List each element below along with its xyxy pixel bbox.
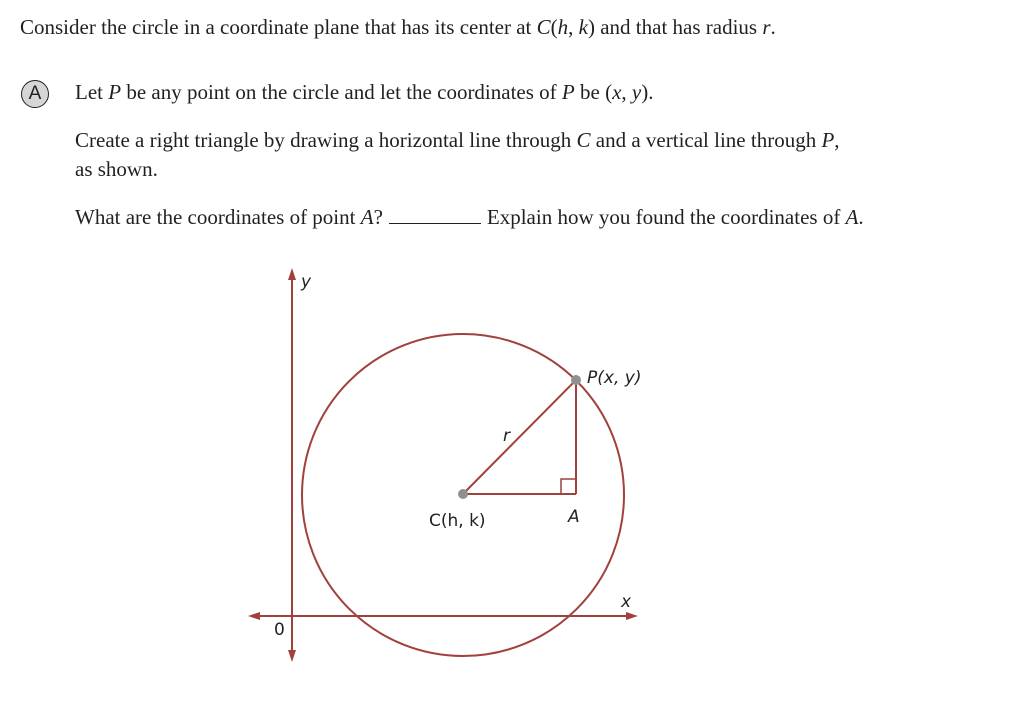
- point-p-label: P(x, y): [587, 368, 642, 388]
- intro-center-h: h: [557, 15, 569, 39]
- line4-a2: A: [845, 205, 859, 229]
- center-label: C(h, k): [429, 511, 486, 531]
- y-axis-arrow-up: [288, 268, 296, 280]
- intro-center-close: ): [587, 15, 595, 39]
- radius-segment: [463, 380, 576, 494]
- intro-center-c: C: [536, 15, 551, 39]
- line2-t3: ,: [834, 128, 840, 152]
- line1-end: .: [648, 80, 654, 104]
- line2-p: P: [821, 128, 835, 152]
- origin-label: 0: [274, 620, 285, 640]
- intro-middle: and that has radius: [594, 15, 763, 39]
- line4-t3: Explain how you found the coordinates of: [486, 205, 846, 229]
- center-point: [458, 489, 468, 499]
- line2-t1: Create a right triangle by drawing a horizontal line through: [75, 128, 577, 152]
- line1-y: y: [631, 80, 642, 104]
- point-a-label: A: [568, 507, 580, 527]
- intro-end: .: [770, 15, 776, 39]
- line4-t4: .: [858, 205, 864, 229]
- line4-t2: ?: [373, 205, 383, 229]
- right-angle-marker: [561, 479, 576, 494]
- line1-t2: be any point on the circle and let the coordinates of: [121, 80, 562, 104]
- line1-p: P: [108, 80, 122, 104]
- intro-center-k: k: [578, 15, 588, 39]
- y-axis-arrow-down: [288, 650, 296, 662]
- radius-label: r: [503, 426, 510, 446]
- x-axis-arrow-right: [626, 612, 638, 620]
- line1-t1: Let: [75, 80, 109, 104]
- line1-comma: ,: [621, 80, 632, 104]
- line1-close: ): [641, 80, 649, 104]
- x-axis-arrow-left: [248, 612, 260, 620]
- line1-open: (: [605, 80, 613, 104]
- intro-radius-var: r: [762, 15, 771, 39]
- part-a-line-3: as shown.: [75, 157, 158, 181]
- line4-t1: What are the coordinates of point: [75, 205, 361, 229]
- line1-p2: P: [561, 80, 575, 104]
- part-a-badge: A: [21, 80, 49, 108]
- y-axis-label: y: [301, 272, 312, 292]
- intro-before: Consider the circle in a coordinate plane that has its center at: [20, 15, 537, 39]
- line2-c: C: [576, 128, 591, 152]
- line1-x: x: [612, 80, 622, 104]
- point-p: [571, 375, 581, 385]
- line1-t3: be: [574, 80, 606, 104]
- line4-a: A: [360, 205, 374, 229]
- line2-t2: and a vertical line through: [590, 128, 822, 152]
- intro-center-open: (: [550, 15, 558, 39]
- x-axis-label: x: [621, 592, 632, 612]
- intro-center-comma: ,: [568, 15, 579, 39]
